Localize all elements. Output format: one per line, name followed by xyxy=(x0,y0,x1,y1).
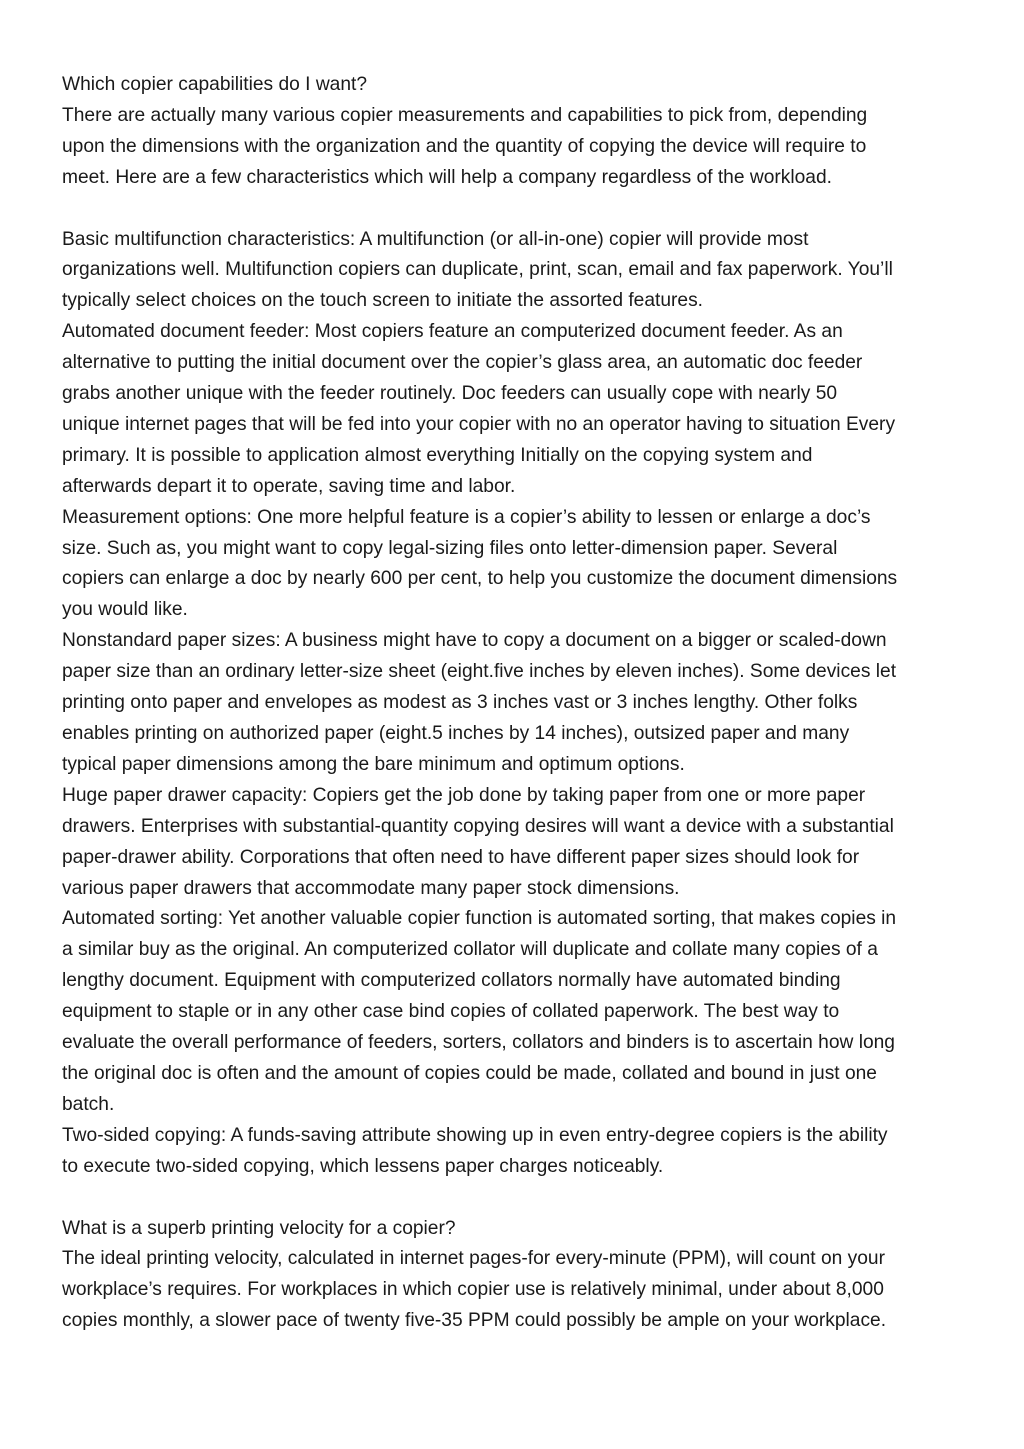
text-line: to execute two-sided copying, which lessens paper charges noticeably. xyxy=(62,1155,664,1177)
section-copier-capabilities xyxy=(62,70,972,194)
text-line: Automated document feeder: Most copiers feature an computerized document feeder. As an xyxy=(62,321,843,343)
text-line: There are actually many various copier measurements and capabilities to pick from, depending xyxy=(62,104,868,126)
text-line: unique internet pages that will be fed into your copier with no an operator having to situation Every xyxy=(62,413,896,435)
text-line: the original doc is often and the amount of copies could be made, collated and bound in just one xyxy=(62,1062,877,1084)
text-line: you would like. xyxy=(62,599,188,621)
section-features xyxy=(62,225,972,1183)
text-line: typically select choices on the touch screen to initiate the assorted features. xyxy=(62,290,704,312)
section-printing-velocity xyxy=(62,1214,972,1338)
text-line: size. Such as, you might want to copy legal-sizing files onto letter-dimension paper. Several xyxy=(62,537,838,559)
text-line: afterwards depart it to operate, saving time and labor. xyxy=(62,475,516,497)
text-line: enables printing on authorized paper (eight.5 inches by 14 inches), outsized paper and many xyxy=(62,723,850,745)
paragraph-spacer xyxy=(62,1183,972,1214)
paragraph-spacer xyxy=(62,194,972,225)
text-line: upon the dimensions with the organization and the quantity of copying the device will require to xyxy=(62,135,867,157)
document-body xyxy=(62,70,972,1337)
text-line: meet. Here are a few characteristics which will help a company regardless of the workload. xyxy=(62,166,832,188)
text-line: primary. It is possible to application almost everything Initially on the copying system and xyxy=(62,444,813,466)
text-line: grabs another unique with the feeder routinely. Doc feeders can usually cope with nearly 50 xyxy=(62,383,838,405)
text-line: evaluate the overall performance of feeders, sorters, collators and binders is to ascertain how long xyxy=(62,1032,895,1054)
text-line: Measurement options: One more helpful feature is a copier’s ability to lessen or enlarge a doc’s xyxy=(62,506,871,528)
text-line: alternative to putting the initial document over the copier’s glass area, an automatic doc feeder xyxy=(62,352,863,374)
text-line: typical paper dimensions among the bare minimum and optimum options. xyxy=(62,753,685,775)
text-line: The ideal printing velocity, calculated in internet pages-for every-minute (PPM), will count on your xyxy=(62,1248,885,1270)
text-line: Basic multifunction characteristics: A multifunction (or all-in-one) copier will provide most xyxy=(62,228,809,250)
text-line: various paper drawers that accommodate many paper stock dimensions. xyxy=(62,877,680,899)
section-heading: Which copier capabilities do I want? xyxy=(62,74,368,95)
text-line: equipment to staple or in any other case bind copies of collated paperwork. The best way to xyxy=(62,1001,840,1023)
text-line: Huge paper drawer capacity: Copiers get the job done by taking paper from one or more paper xyxy=(62,784,866,806)
section-heading: What is a superb printing velocity for a copier? xyxy=(62,1217,456,1239)
text-line: lengthy document. Equipment with computerized collators normally have automated binding xyxy=(62,970,841,992)
text-line: printing onto paper and envelopes as modest as 3 inches vast or 3 inches lengthy. Other folks xyxy=(62,692,858,714)
text-line: Nonstandard paper sizes: A business might have to copy a document on a bigger or scaled-down xyxy=(62,630,887,652)
text-line: copiers can enlarge a doc by nearly 600 per cent, to help you customize the document dimensions xyxy=(62,568,898,590)
text-line: a similar buy as the original. An computerized collator will duplicate and collate many copies of a xyxy=(62,939,878,961)
text-line: Two-sided copying: A funds-saving attribute showing up in even entry-degree copiers is the ability xyxy=(62,1124,888,1146)
text-line: Automated sorting: Yet another valuable copier function is automated sorting, that makes copies in xyxy=(62,908,897,930)
text-line: drawers. Enterprises with substantial-quantity copying desires will want a device with a substantial xyxy=(62,815,894,837)
text-line: paper size than an ordinary letter-size sheet (eight.five inches by eleven inches). Some devices let xyxy=(62,661,897,683)
text-line: workplace’s requires. For workplaces in which copier use is relatively minimal, under about 8,000 xyxy=(62,1279,884,1301)
text-line: organizations well. Multifunction copiers can duplicate, print, scan, email and fax paperwork. You’ll xyxy=(62,259,893,281)
text-line: copies monthly, a slower pace of twenty five-35 PPM could possibly be ample on your workplace. xyxy=(62,1310,887,1332)
text-line: paper-drawer ability. Corporations that often need to have different paper sizes should look for xyxy=(62,846,860,868)
text-line: batch. xyxy=(62,1093,115,1115)
